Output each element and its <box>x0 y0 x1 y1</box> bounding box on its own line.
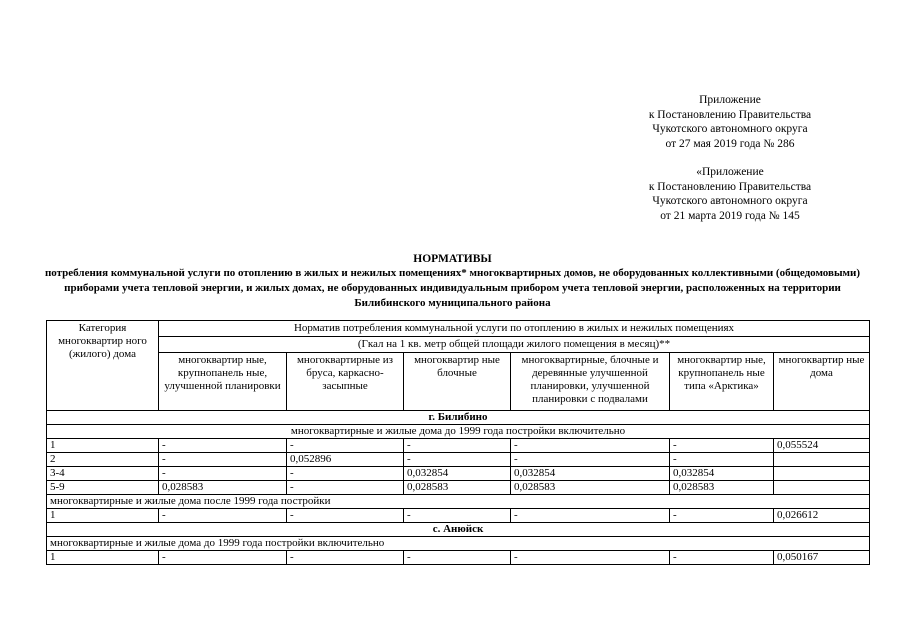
group-row <box>47 495 870 509</box>
group-row <box>47 537 870 551</box>
column-header: многоквартир ные дома <box>774 353 870 411</box>
category-header: Категория многоквартир ного (жилого) дома <box>47 321 159 411</box>
value-cell: - <box>511 439 670 453</box>
value-cell: 0,055524 <box>774 439 870 453</box>
value-cell: 0,032854 <box>404 467 511 481</box>
value-cell: 0,032854 <box>511 467 670 481</box>
table-row <box>47 439 870 453</box>
column-header: многоквартир ные, крупнопанель ные, улучшенной планировки <box>159 353 287 411</box>
appendix-line: Приложение <box>699 94 761 106</box>
value-cell: - <box>511 551 670 565</box>
category-cell: 5-9 <box>47 481 159 495</box>
value-cell: - <box>404 453 511 467</box>
category-cell: 1 <box>47 551 159 565</box>
group-label: многоквартирные и жилые дома до 1999 года постройки включительно <box>47 425 870 439</box>
document-subtitle: потребления коммунальной услуги по отоплению в жилых и нежилых помещениях* многоквартирных домов, не оборудованных коллективными (общедомовыми) приборами учета тепловой энергии, и жилых домах, не оборудованных индивидуальным прибором учета тепловой энергии, расположенных на территории Билибинского муниципального района <box>44 267 861 309</box>
category-cell: 1 <box>47 439 159 453</box>
category-cell: 3-4 <box>47 467 159 481</box>
norm-header: Норматив потребления коммунальной услуги по отоплению в жилых и нежилых помещениях <box>159 321 870 337</box>
section-row <box>47 411 870 425</box>
value-cell: - <box>670 551 774 565</box>
value-cell: - <box>159 453 287 467</box>
column-header: многоквартир ные блочные <box>404 353 511 411</box>
appendix-line: к Постановлению Правительства <box>648 108 812 121</box>
table-row <box>47 509 870 523</box>
group-row <box>47 425 870 439</box>
value-cell: - <box>159 467 287 481</box>
value-cell: - <box>670 453 774 467</box>
norms-table <box>46 320 870 565</box>
value-cell: - <box>287 467 404 481</box>
value-cell: - <box>404 509 511 523</box>
value-cell: 0,028583 <box>404 481 511 495</box>
value-cell: - <box>404 551 511 565</box>
column-header: многоквартир ные, крупнопанель ные типа «Арктика» <box>670 353 774 411</box>
value-cell: - <box>159 551 287 565</box>
group-label: многоквартирные и жилые дома после 1999 года постройки <box>47 495 870 509</box>
value-cell: 0,052896 <box>287 453 404 467</box>
value-cell <box>774 453 870 467</box>
appendix-line: Чукотского автономного округа <box>652 123 808 135</box>
value-cell: - <box>287 551 404 565</box>
value-cell: 0,028583 <box>159 481 287 495</box>
category-cell: 2 <box>47 453 159 467</box>
section-row <box>47 523 870 537</box>
value-cell: 0,050167 <box>774 551 870 565</box>
value-cell: 0,028583 <box>670 481 774 495</box>
value-cell: - <box>511 453 670 467</box>
value-cell: - <box>159 509 287 523</box>
appendix-note-original <box>630 165 830 223</box>
value-cell <box>774 481 870 495</box>
value-cell: - <box>404 439 511 453</box>
appendix-line: «Приложение <box>696 166 764 178</box>
group-label: многоквартирные и жилые дома до 1999 года постройки включительно <box>47 537 870 551</box>
value-cell: - <box>511 509 670 523</box>
appendix-note-current <box>630 93 830 151</box>
value-cell: - <box>287 481 404 495</box>
value-cell: 0,032854 <box>670 467 774 481</box>
value-cell: 0,028583 <box>511 481 670 495</box>
table-row <box>47 467 870 481</box>
table-row <box>47 481 870 495</box>
column-header: многоквартирные из бруса, каркасно-засыпные <box>287 353 404 411</box>
column-header: многоквартирные, блочные и деревянные улучшенной планировки, улучшенной планировки с подвалами <box>511 353 670 411</box>
unit-header: (Гкал на 1 кв. метр общей площади жилого помещения в месяц)** <box>159 337 870 353</box>
table-row <box>47 453 870 467</box>
document-title: НОРМАТИВЫ <box>413 253 492 265</box>
value-cell <box>774 467 870 481</box>
value-cell: - <box>287 439 404 453</box>
value-cell: - <box>287 509 404 523</box>
value-cell: - <box>670 439 774 453</box>
value-cell: 0,026612 <box>774 509 870 523</box>
section-place: г. Билибино <box>47 411 870 425</box>
appendix-line: Чукотского автономного округа <box>652 195 808 207</box>
appendix-line: к Постановлению Правительства <box>648 180 812 193</box>
value-cell: - <box>670 509 774 523</box>
appendix-line: от 21 марта 2019 года № 145 <box>660 209 800 222</box>
category-cell: 1 <box>47 509 159 523</box>
value-cell: - <box>159 439 287 453</box>
table-row <box>47 551 870 565</box>
appendix-line: от 27 мая 2019 года № 286 <box>665 137 795 150</box>
section-place: с. Анюйск <box>47 523 870 537</box>
